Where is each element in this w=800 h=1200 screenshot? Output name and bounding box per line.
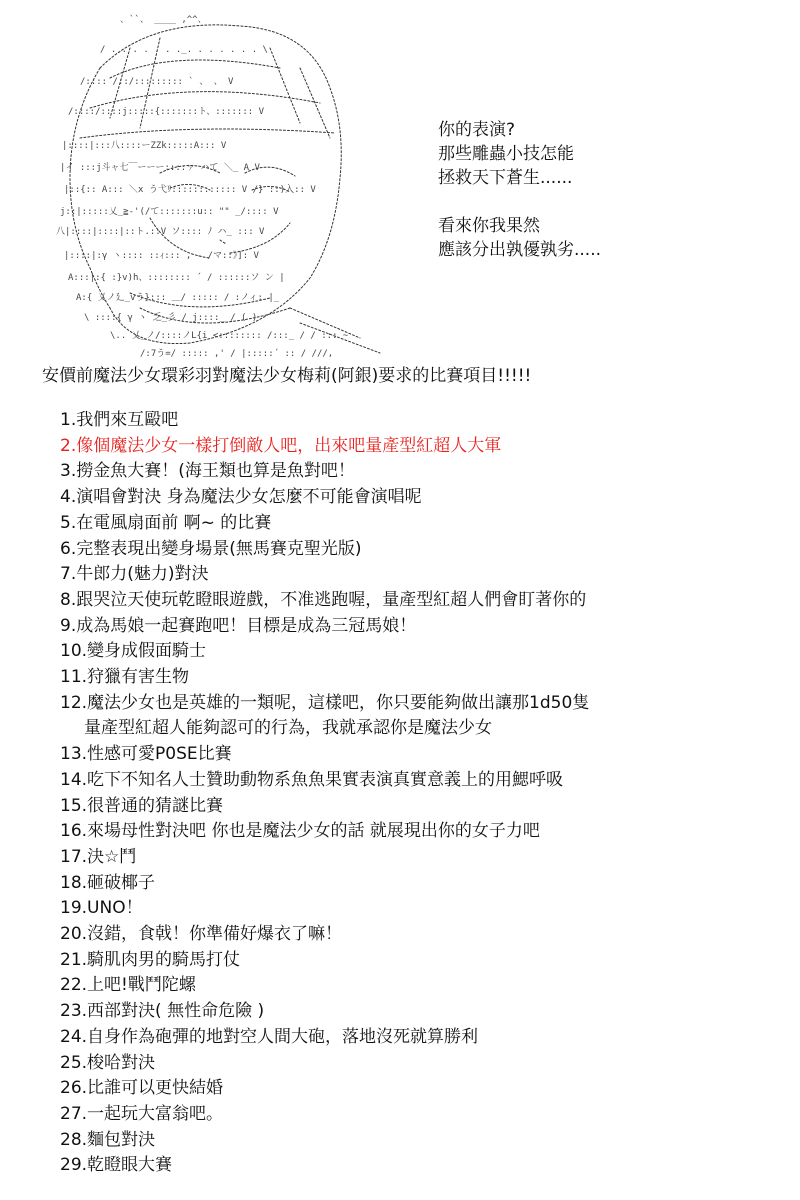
list-item (60, 408, 780, 434)
svg-text:|::{:: A::: ＼x う弋ﾘ::::::::::::: |::{:: A::: ＼x う弋ﾘ:::::::::::: V /} ::)入:: V (64, 185, 316, 195)
list-item (60, 819, 780, 845)
svg-text:|イ :::j斗ャ七￣ーーー::::ァ ハて ＼_ A V: |イ :::j斗ャ七￣ーーー::::ァ ハて ＼_ A V (60, 163, 260, 173)
list-item-text: 24.自身作為砲彈的地對空人間大砲，落地沒死就算勝利 (60, 1026, 479, 1047)
list-item-text: 5.在電風扇面前 啊~ 的比賽 (60, 512, 272, 533)
svg-text:A:{ 乂ノ廴_vう}::: ＿/ ::::: / :: A:{ 乂ノ廴_vう}::: ＿/ ::::: / :ノィ: |_ (76, 293, 280, 303)
list-item-continuation: 量產型紅超人能夠認可的行為，我就承認你是魔法少女 (84, 718, 492, 739)
list-item-text: 16.來場母性對決吧 你也是魔法少女的話 就展現出你的女子力吧 (60, 821, 540, 842)
list-item-text: 19.UNO！ (60, 898, 143, 919)
page-title: 安價前魔法少女環彩羽對魔法少女梅莉(阿銀)要求的比賽項目!!!!! (42, 366, 532, 386)
list-item-text: 17.決☆鬥 (60, 846, 137, 867)
list-item-text: 1.我們來互毆吧 (60, 410, 179, 430)
list-item-text: 6.完整表現出變身場景(無馬賽克聖光版) (60, 538, 362, 559)
list-item-text: 13.性感可愛P0SE比賽 (60, 744, 232, 765)
speech-text (438, 118, 601, 262)
list-item (60, 948, 780, 974)
list-item (60, 1025, 780, 1051)
list-item-text: 11.狩獵有害生物 (60, 667, 190, 688)
list-item (60, 742, 780, 768)
list-item (60, 922, 780, 948)
list-item-text: 8.跟哭泣天使玩乾瞪眼遊戲，不准逃跑喔，量產型紅超人們會盯著你的 (60, 589, 587, 610)
list-item-text: 29.乾瞪眼大賽 (60, 1155, 173, 1176)
list-item-text: 9.成為馬娘一起賽跑吧！目標是成為三冠馬娘！ (60, 615, 417, 636)
list-item (60, 871, 780, 897)
svg-text:、``、 ____ ,^^、: 、``、 ____ ,^^、 (120, 15, 207, 25)
list-item-text: 25.梭哈對決 (60, 1052, 156, 1073)
list-item (60, 768, 780, 794)
list-item-text: 27.一起玩大富翁吧。 (60, 1103, 224, 1124)
list-item (60, 896, 780, 922)
list-item-text: 14.吃下不知名人士贊助動物系魚魚果實表演真實意義上的用鰓呼吸 (60, 769, 564, 790)
list-item (60, 1076, 780, 1102)
list-item (60, 562, 780, 588)
speech-line: 那些雕蟲小技怎能 (438, 144, 574, 164)
svg-text:|::::|:::八::::ーZZk:::::A::: V: |::::|:::八::::ーZZk:::::A::: V (62, 141, 227, 151)
list-item (60, 691, 780, 742)
svg-text:|::::|:γ ヽ:::: ::ｨ::: , ‐: |::::|:γ ヽ:::: ::ｨ::: , ‐ /マ::》]: V (64, 251, 259, 261)
speech-line: 看來你我果然 (438, 216, 540, 236)
list-item-text: 15.很普通的猜謎比賽 (60, 795, 224, 816)
svg-text:j::|:::::乂_≧-'(/て:::::::u::: j::|:::::乂_≧-'(/て:::::::u:: "" _/:::: V (60, 207, 279, 217)
list-item-text: 18.砸破椰子 (60, 872, 156, 893)
list-item (60, 588, 780, 614)
ascii-art-character-illustration (40, 8, 400, 360)
list-item (60, 1051, 780, 1077)
list-item-text: 12.魔法少女也是英雄的一類呢，這樣吧，你只要能夠做出讓那1d50隻 (60, 692, 590, 713)
speech-line: 拯救天下蒼生...... (438, 168, 573, 188)
svg-text:/ . . . . . . ._. . . . . . .: / . . . . . . ._. . . . . . . \ (100, 45, 268, 55)
speech-line: 應該分出孰優孰劣..... (438, 240, 602, 260)
list-item (60, 1153, 780, 1179)
list-item-text: 20.沒錯，食戟！你準備好爆衣了嘛！ (60, 924, 343, 945)
list-item (60, 1128, 780, 1154)
list-item (60, 459, 780, 485)
list-item (60, 794, 780, 820)
svg-text:A:::|:{ :}v)h、:::::::: ´: A:::|:{ :}v)h、:::::::: ´ / ::::::ソ ン | (68, 273, 285, 283)
list-item-text: 7.牛郎力(魅力)對決 (60, 564, 209, 585)
speech-line: 你的表演? (438, 120, 516, 140)
list-item-text: 4.演唱會對決 身為魔法少女怎麼不可能會演唱呢 (60, 487, 422, 508)
list-item (60, 845, 780, 871)
svg-text:/:::: /::/::::::::: ` 、 、 V: /:::: /::/::::::::: ` 、 、 V (80, 77, 234, 87)
svg-text:/:7う=/ ::::: ,' / |:::::´: /:7う=/ ::::: ,' / |:::::´ :: / ///, (140, 349, 334, 359)
speech-gap (438, 190, 601, 214)
list-item-text: 26.比誰可以更快結婚 (60, 1078, 224, 1099)
svg-text:\ ::::{ γ ヽ 乏_彡 / j::::_ /: \ ::::{ γ ヽ 乏_彡 / j::::_ / ( ) (84, 313, 258, 323)
list-item-text: 3.撈金魚大賽！(海王類也算是魚對吧！ (60, 461, 355, 482)
svg-text:八|::::|::::|::ト.::V ソ::::: 八|::::|::::|::ト.::V ソ:::: ﾉ ハ_ ::: V (56, 227, 265, 237)
svg-text:\.. 乂_ノ/::::ノL{i <:::::::: /::: \.. 乂_ノ/::::ノL{i <:::::::: /:::_ / / ::: ~ (110, 331, 349, 341)
list-item-text: 2.像個魔法少女一樣打倒敵人吧，出來吧量產型紅超人大軍 (60, 435, 502, 456)
list-item (60, 639, 780, 665)
list-item (60, 973, 780, 999)
list-item-text: 21.騎肌肉男的騎馬打仗 (60, 949, 241, 970)
list-item (60, 511, 780, 537)
competition-list (60, 408, 780, 1179)
list-item (60, 999, 780, 1025)
list-item (60, 434, 780, 460)
list-item (60, 1102, 780, 1128)
list-item-text: 28.麵包對決 (60, 1129, 156, 1150)
list-item (60, 485, 780, 511)
list-item (60, 537, 780, 563)
list-item-text: 22.上吧!戰鬥陀螺 (60, 975, 196, 996)
list-item (60, 665, 780, 691)
list-item (60, 614, 780, 640)
svg-text:/::::/::::j:::::{:::::::ト、::::: /::::/::::j:::::{:::::::ト、::::::: V (68, 107, 264, 117)
list-item-text: 23.西部對決( 無性命危險 ) (60, 1001, 265, 1022)
list-item-text: 10.變身成假面騎士 (60, 641, 207, 662)
